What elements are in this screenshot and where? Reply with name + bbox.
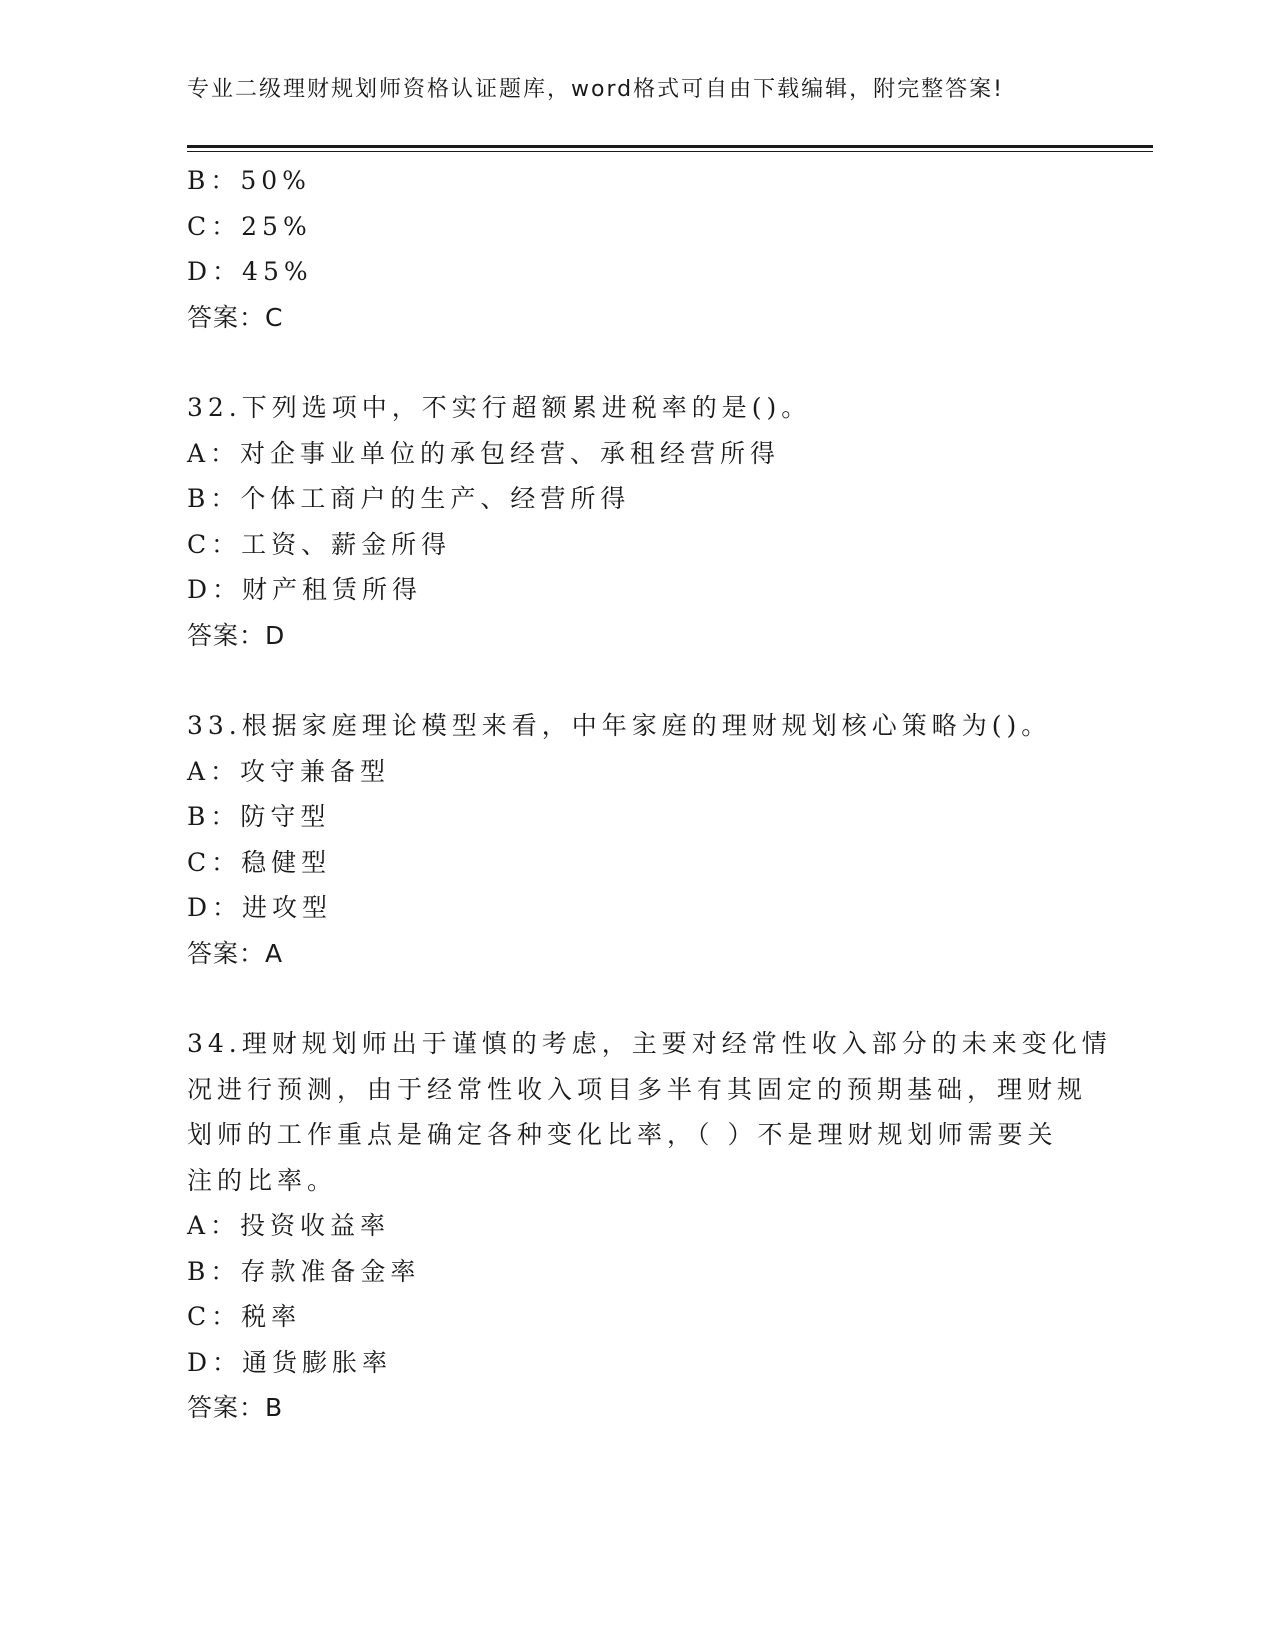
option-b: B：存款准备金率	[187, 1256, 421, 1286]
question-text-line-2: 况进行预测，由于经常性收入项目多半有其固定的预期基础，理财规	[187, 1074, 1088, 1104]
question-text: 33.根据家庭理论模型来看，中年家庭的理财规划核心策略为()。	[187, 711, 1052, 740]
question-32	[187, 385, 1087, 658]
option-b: B：50%	[187, 166, 311, 195]
option-a: A：投资收益率	[187, 1211, 391, 1240]
option-d: D：进攻型	[187, 893, 333, 922]
prev-question-tail	[187, 158, 1087, 340]
option-d: D：45%	[187, 257, 313, 286]
answer: 答案：D	[187, 620, 286, 650]
document-header: 专业二级理财规划师资格认证题库，word格式可自由下载编辑，附完整答案!	[187, 77, 1004, 102]
option-c: C：税率	[187, 1302, 302, 1331]
question-34	[187, 1021, 1112, 1431]
option-b: B：个体工商户的生产、经营所得	[187, 484, 631, 513]
question-33	[187, 703, 1087, 976]
question-text-line-3: 划师的工作重点是确定各种变化比率，（ ）不是理财规划师需要关	[187, 1120, 1058, 1149]
question-text-line-4: 注的比率。	[187, 1165, 338, 1195]
option-b: B：防守型	[187, 802, 331, 831]
option-c: C：稳健型	[187, 847, 332, 877]
question-text-line-1: 34.理财规划师出于谨慎的考虑，主要对经常性收入部分的未来变化情	[187, 1029, 1112, 1058]
option-c: C：工资、薪金所得	[187, 529, 452, 559]
option-a: A：对企事业单位的承包经营、承租经营所得	[187, 438, 781, 468]
option-a: A：攻守兼备型	[187, 756, 391, 786]
option-d: D：通货膨胀率	[187, 1347, 393, 1377]
question-text: 32.下列选项中，不实行超额累进税率的是()。	[187, 393, 812, 422]
answer: 答案：B	[187, 1393, 284, 1422]
header-rule-thick	[187, 145, 1153, 148]
option-c: C：25%	[187, 211, 312, 241]
document-body	[187, 158, 1112, 1431]
header-rule-thin	[187, 151, 1153, 152]
answer: 答案：C	[187, 302, 284, 332]
answer: 答案：A	[187, 938, 284, 968]
option-d: D：财产租赁所得	[187, 575, 423, 604]
